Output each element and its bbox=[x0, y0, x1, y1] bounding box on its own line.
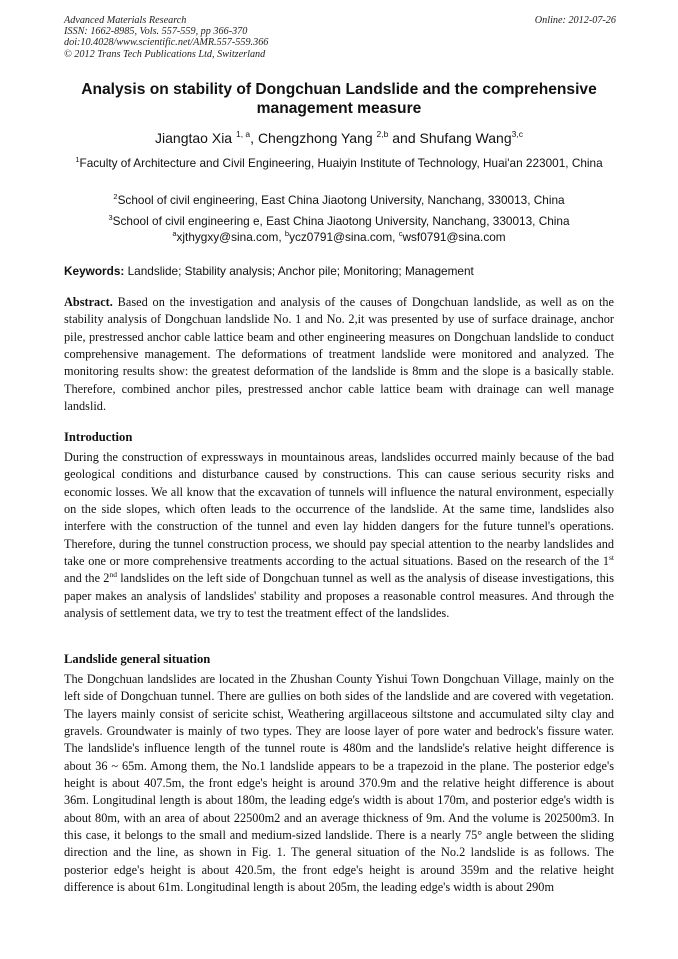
author-1-affil-mark: 1, a bbox=[235, 129, 251, 139]
author-list bbox=[64, 128, 614, 148]
affiliation-1-mark: 1 bbox=[75, 155, 80, 164]
paper-title: Analysis on stability of Dongchuan Landslide and the comprehensive management measure bbox=[81, 81, 597, 117]
keywords-label: Keywords: bbox=[64, 264, 125, 278]
intro-sup-1: st bbox=[608, 553, 614, 563]
author-2-affil-mark: 2,b bbox=[376, 129, 389, 139]
email-c: wsf0791@sina.com bbox=[402, 230, 506, 244]
introduction-paragraph bbox=[64, 449, 614, 622]
keywords-text: Landslide; Stability analysis; Anchor pile; Monitoring; Management bbox=[124, 264, 474, 278]
email-b-mark: b bbox=[284, 229, 290, 238]
affiliation-3 bbox=[64, 214, 614, 230]
affiliation-1-text: Faculty of Architecture and Civil Engineering, Huaiyin Institute of Technology, Huai'an 223001, China bbox=[79, 156, 603, 170]
author-2: , Chengzhong Yang bbox=[250, 130, 377, 146]
email-a: xjthygxy@sina.com, bbox=[176, 230, 285, 244]
intro-text-2: and the 2 bbox=[64, 571, 110, 586]
author-1: Jiangtao Xia bbox=[155, 130, 236, 146]
doi-line: doi:10.4028/www.scientific.net/AMR.557-559.366 bbox=[64, 37, 269, 49]
author-3: and Shufang Wang bbox=[388, 130, 512, 146]
abstract-label: Abstract. bbox=[64, 295, 113, 309]
online-date: Online: 2012-07-26 bbox=[534, 15, 616, 26]
affiliation-2 bbox=[64, 193, 614, 209]
running-header bbox=[64, 15, 268, 60]
keywords bbox=[64, 264, 614, 279]
general-situation-paragraph: The Dongchuan landslides are located in the Zhushan County Yishui Town Dongchuan Village, mainly on the left side of Dongchuan tunnel. There are gullies on both sides of the landslide and are covered with vegetation. The layers mainly consist of sericite schist, Weathering argillaceous siltstone and accumulated silty clay and gravels. Groundwater is mainly of two types. They are loose layer of pore water and bedrock's fissure water. The landslide's influence length of the tunnel route is 480m and the landslide's relative height difference is about 36 ~ 65m. Among them, the No.1 landslide appears to be a trapezoid in the plane. The posterior edge's height is about 407.5m, the front edge's height is around 370.9m and the relative height difference is about 36m. Longitudinal length is about 180m, the leading edge's width is about 170m, and posterior edge's width is about 80m, with an area of about 22500m2 and an average thickness of 9m. And the volume is 202500m3. In this case, it belongs to the small and medium-sized landslide. There is a nearly 75° angle between the sliding direction and the line, as shown in Fig. 1. The general situation of the No.2 landslide is as follows. The posterior edge's height is about 420.5m, the front edge's height is around 359m and the relative height difference is about 61m. Longitudinal length is about 205m, the leading edge's width is about 290m bbox=[64, 672, 614, 895]
affiliation-1 bbox=[64, 156, 614, 172]
affiliation-2-mark: 2 bbox=[113, 192, 118, 201]
affiliation-2-text: School of civil engineering, East China Jiaotong University, Nanchang, 330013, China bbox=[117, 193, 565, 207]
section-heading-introduction: Introduction bbox=[64, 430, 133, 444]
section-heading-general-situation: Landslide general situation bbox=[64, 652, 211, 666]
email-c-mark: c bbox=[398, 229, 403, 238]
issn-line: ISSN: 1662-8985, Vols. 557-559, pp 366-370 bbox=[64, 26, 248, 38]
affiliation-3-text: School of civil engineering e, East China Jiaotong University, Nanchang, 330013, China bbox=[112, 214, 570, 228]
abstract-text: Based on the investigation and analysis of the causes of Dongchuan landslide, as well as on the stability analysis of Dongchuan landslide No. 1 and No. 2,it was presented by use of surface drainage, anchor pile, prestressed anchor cable lattice beam and other engineering measures on Dongchuan landslide to conduct comprehensive management. The deformations of treatment landslide were monitored and analyzed. The monitoring results show: the greatest deformation of the landslide is 8mm and the slope is a basically stable. Therefore, combined anchor piles, prestressed anchor cable lattice beam with drainage can well manage landslid. bbox=[64, 295, 614, 414]
email-b: ycz0791@sina.com, bbox=[289, 230, 399, 244]
email-a-mark: a bbox=[172, 229, 177, 238]
affiliation-3-mark: 3 bbox=[108, 213, 113, 222]
author-3-affil-mark: 3,c bbox=[511, 129, 523, 139]
intro-sup-2: nd bbox=[109, 570, 117, 580]
abstract bbox=[64, 294, 614, 415]
copyright-line: © 2012 Trans Tech Publications Ltd, Switzerland bbox=[64, 48, 266, 60]
journal-name: Advanced Materials Research bbox=[64, 15, 187, 26]
intro-text-1: During the construction of expressways in mountainous areas, landslides occurred mainly because of the bad geological conditions and disturbance caused by constructions. This can cause serious security risks and economic losses. We all know that the excavation of tunnels will influence the natural environment, especially on the side slopes, which often leads to the occurrence of the landslide. At the same time, landslides also interfere with the construction of the tunnel and even lay hidden dangers for the future tunnel's operations. Therefore, during the tunnel construction process, we should pay special attention to the nearby landslides and take one or more comprehensive treatments according to the actual situations. Based on the research of the 1 bbox=[64, 450, 614, 569]
email-list bbox=[64, 230, 614, 246]
intro-text-3: landslides on the left side of Dongchuan tunnel as well as the analysis of disease investigations, this paper makes an analysis of landslides' stability and proposes a reasonable control measures. And through the analysis of settlement data, we try to test the treatment effect of the landslides. bbox=[64, 571, 614, 621]
